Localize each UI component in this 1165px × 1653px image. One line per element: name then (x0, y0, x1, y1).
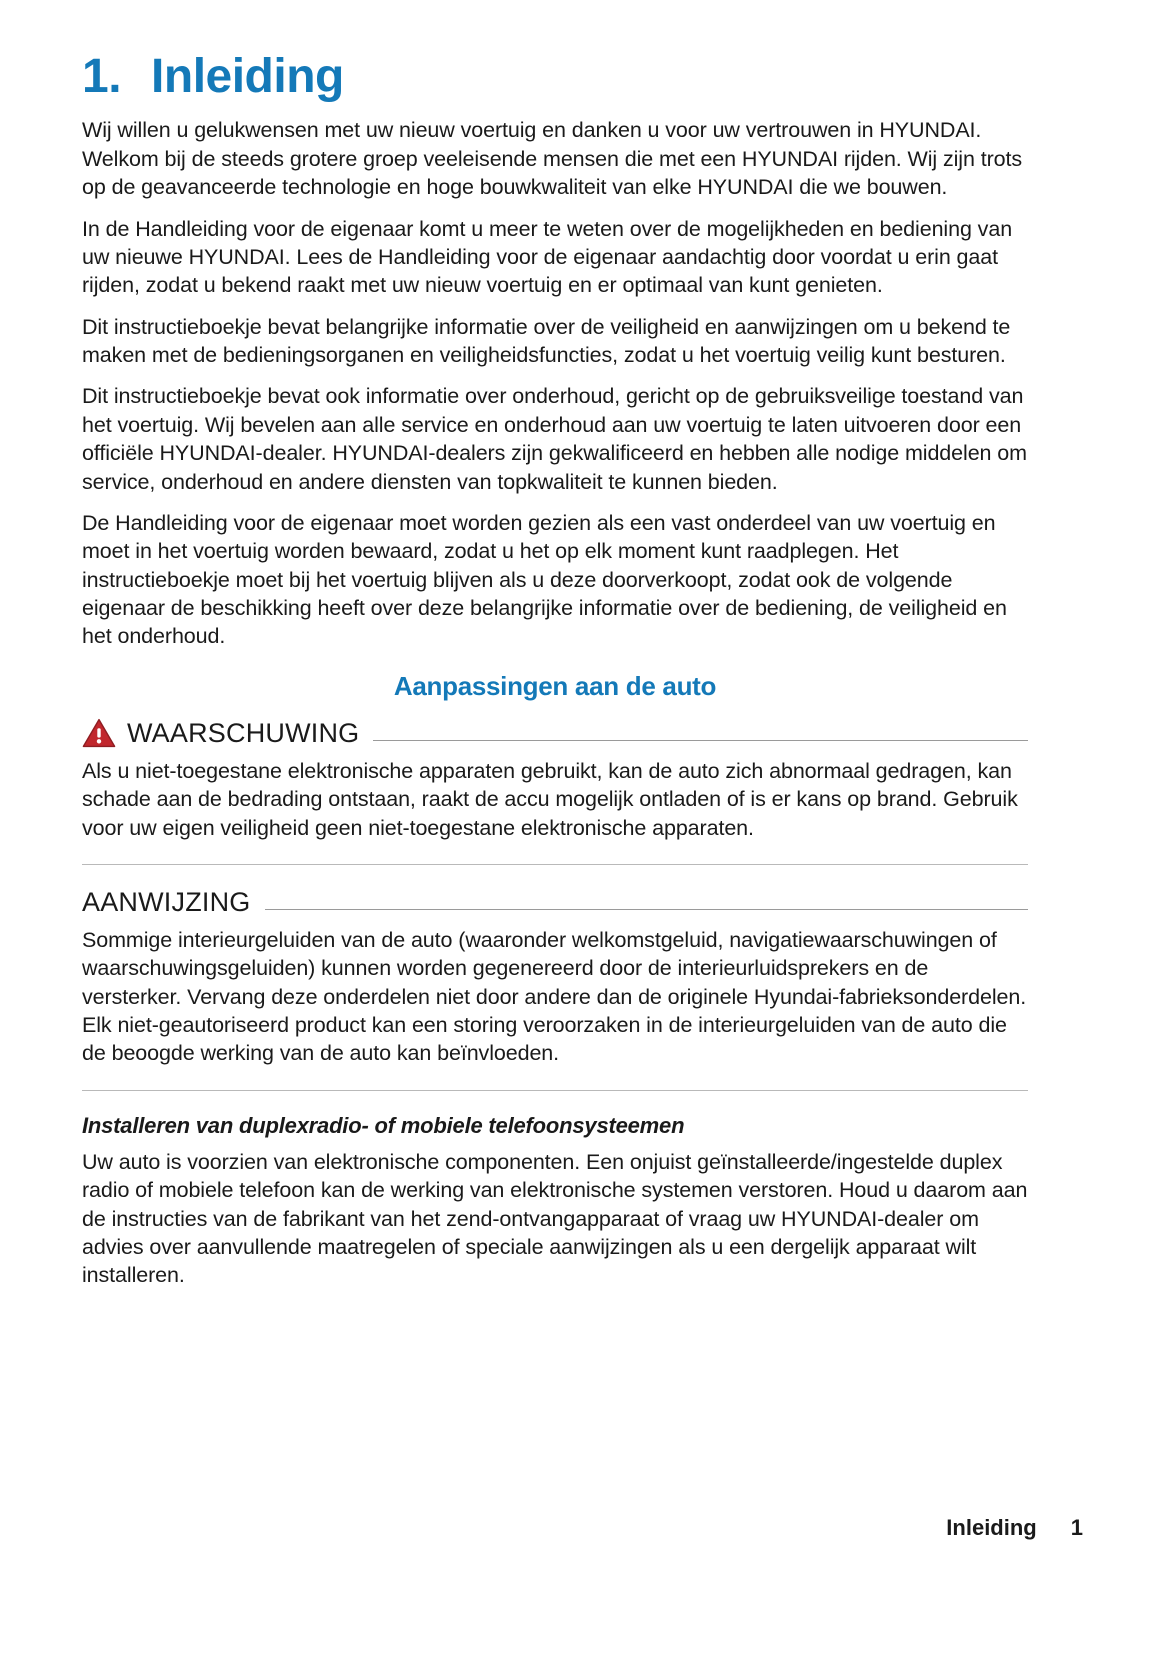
notice-body: Sommige interieurgeluiden van de auto (waaronder welkomstgeluid, navigatiewaarschuwingen of waarschuwingsgeluiden) kunnen worden gegenereerd door de interieurluidsprekers en de versterker. Vervang deze onderdelen niet door andere dan de originele Hyundai-fabrieksonderdelen. Elk niet-geautoriseerd product kan een storing veroorzaken in de interieurgeluiden van de auto die de beoogde werking van de auto kan beïnvloeden. (82, 927, 1027, 1066)
intro-paragraph-3: Dit instructieboekje bevat belangrijke informatie over de veiligheid en aanwijzingen om u bekend te maken met de bedieningsorganen en veiligheidsfuncties, zodat u het voertuig veilig kunt besturen. (82, 314, 1011, 368)
warning-header (82, 718, 1028, 749)
warning-triangle-icon (82, 718, 116, 748)
footer-chapter-label: Inleiding (946, 1515, 1037, 1540)
warning-rule (373, 740, 1028, 741)
intro-paragraph-1: Wij willen u gelukwensen met uw nieuw voertuig en danken u voor uw vertrouwen in HYUNDAI. Welkom bij de steeds grotere groep veeleisende mensen die met een HYUNDAI rijden. Wij zijn trots op de geavanceerde technologie en hoge bouwkwaliteit van elke HYUNDAI die we bouwen. (82, 118, 1023, 200)
warning-title: WAARSCHUWING (127, 717, 360, 748)
page-footer (946, 1515, 1083, 1541)
chapter-title-text: Inleiding (151, 50, 344, 103)
chapter-number: 1. (82, 50, 122, 103)
notice-rule (265, 909, 1029, 910)
subsection-heading: Installeren van duplexradio- of mobiele telefoonsysteemen (82, 1112, 685, 1138)
intro-paragraph-4: Dit instructieboekje bevat ook informatie over onderhoud, gericht op de gebruiksveilige toestand van het voertuig. Wij bevelen aan alle service en onderhoud aan uw voertuig te laten uitvoeren door een officiële HYUNDAI-dealer. HYUNDAI-dealers zijn gekwalificeerd en hebben alle nodige middelen om service, onderhoud en andere diensten van topkwaliteit te kunnen bieden. (82, 384, 1027, 494)
subsection-body: Uw auto is voorzien van elektronische componenten. Een onjuist geïnstalleerde/ingestelde duplex radio of mobiele telefoon kan de werking van elektronische systemen verstoren. Houd u daarom aan de instructies van de fabrikant van het zend-ontvangapparaat of vraag uw HYUNDAI-dealer om advies over aanvullende maatregelen of speciale aanwijzingen als u een dergelijk apparaat wilt installeren. (82, 1149, 1028, 1288)
footer-page-number: 1 (1070, 1515, 1083, 1540)
intro-paragraph-5: De Handleiding voor de eigenaar moet worden gezien als een vast onderdeel van uw voertuig en moet in het voertuig worden bewaard, zodat u het op elk moment kunt raadplegen. Het instructieboekje moet bij het voertuig blijven als u deze doorverkoopt, zodat ook de volgende eigenaar de beschikking heeft over deze belangrijke informatie over de bediening, de veiligheid en het onderhoud. (82, 510, 1007, 649)
section-heading: Aanpassingen aan de auto (393, 670, 717, 701)
divider-after-notice (82, 1090, 1028, 1091)
intro-paragraph-2: In de Handleiding voor de eigenaar komt u meer te weten over de mogelijkheden en bediening van uw nieuwe HYUNDAI. Lees de Handleiding voor de eigenaar aandachtig door voordat u erin gaat rijden, zodat u bekend raakt met uw nieuw voertuig en er optimaal van kunt genieten. (82, 216, 1013, 298)
notice-title: AANWIJZING (82, 886, 251, 917)
warning-body: Als u niet-toegestane elektronische apparaten gebruikt, kan de auto zich abnormaal gedragen, kan schade aan de bedrading ontstaan, raakt de accu mogelijk ontladen of is er kans op brand. Gebruik voor uw eigen veiligheid geen niet-toegestane elektronische apparaten. (82, 758, 1018, 840)
page-title (82, 52, 1028, 102)
page-content (82, 52, 1028, 1303)
divider-after-warning (82, 864, 1028, 865)
notice-header (82, 887, 1028, 918)
